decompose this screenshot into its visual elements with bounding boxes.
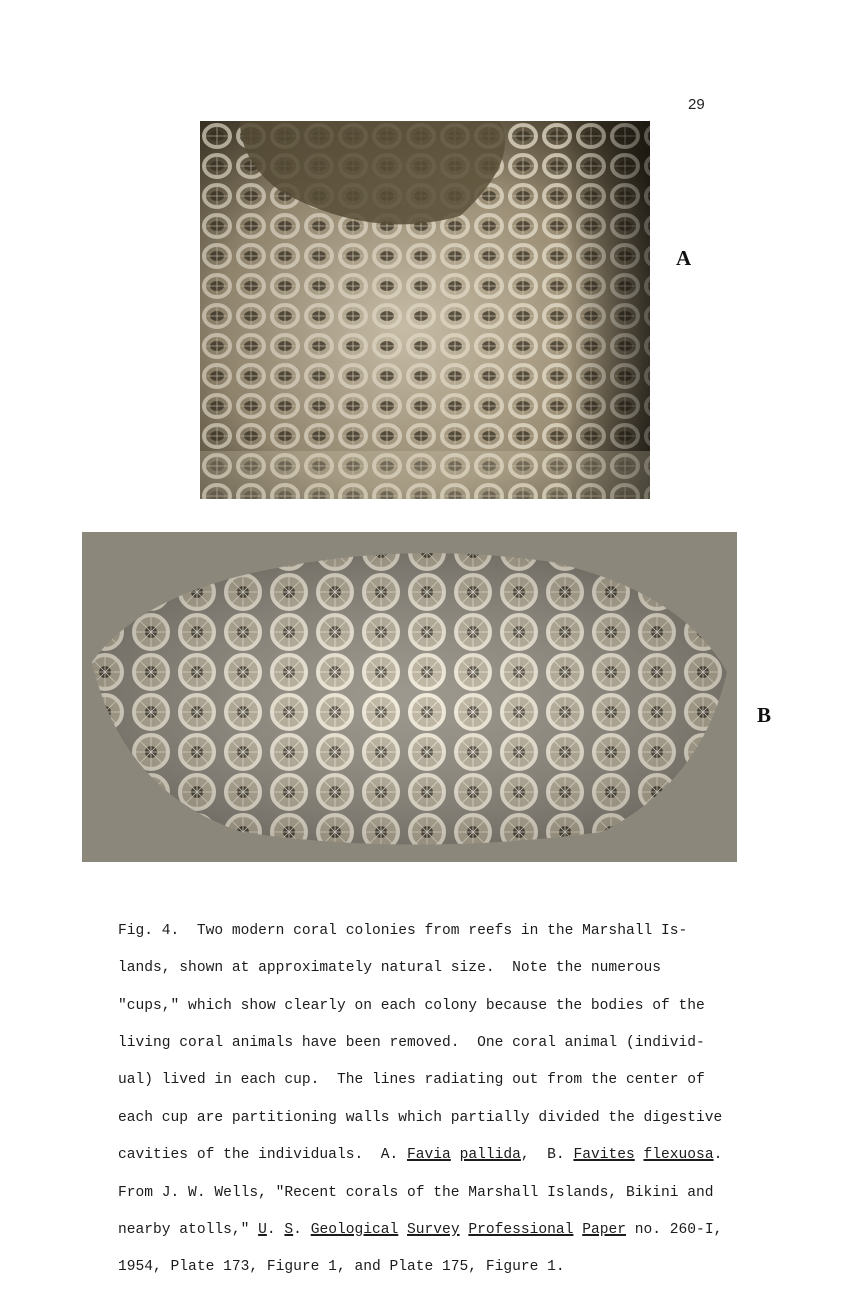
caption-text: no. 260-I, (626, 1221, 723, 1238)
caption-line: ual) lived in each cup. The lines radiating out from the center of (118, 1072, 705, 1089)
caption-text: . (713, 1147, 723, 1164)
caption-line: From J. W. Wells, "Recent corals of the Marshall Islands, Bikini and (118, 1184, 714, 1201)
caption-text: . (293, 1221, 311, 1238)
citation-text: Geological (310, 1221, 399, 1238)
species-name: Favites (573, 1147, 635, 1164)
figure-label-b: B (757, 703, 772, 727)
citation-text: S (284, 1221, 294, 1238)
figure-label-a: A (676, 246, 692, 270)
coral-colony-b-image (82, 532, 737, 862)
caption-text: cavities of the individuals. A. (118, 1147, 408, 1164)
species-name: pallida (459, 1147, 521, 1164)
page-number: 29 (688, 96, 705, 113)
caption-line: lands, shown at approximately natural size. Note the numerous (118, 960, 661, 977)
figure-photo-b (82, 532, 737, 862)
citation-text: Professional (468, 1221, 574, 1238)
caption-line: Fig. 4. Two modern coral colonies from reefs in the Marshall Is- (118, 922, 688, 939)
caption-line: 1954, Plate 173, Figure 1, and Plate 175, Figure 1. (118, 1259, 565, 1276)
coral-colony-a-image (200, 121, 650, 499)
caption-text: , B. (520, 1147, 574, 1164)
figure-caption (118, 903, 768, 1296)
figure-photo-a (200, 121, 650, 499)
species-name: Favia (407, 1147, 451, 1164)
caption-text: . (266, 1221, 285, 1238)
caption-line (118, 1221, 768, 1240)
citation-text: U (258, 1221, 267, 1238)
caption-text: nearby atolls," (118, 1221, 259, 1238)
caption-line: living coral animals have been removed. One coral animal (individ- (118, 1034, 705, 1051)
caption-line: "cups," which show clearly on each colony because the bodies of the (118, 997, 705, 1014)
citation-text: Paper (582, 1221, 626, 1238)
species-name: flexuosa (643, 1147, 714, 1164)
caption-line: each cup are partitioning walls which partially divided the digestive (118, 1109, 723, 1126)
caption-line (118, 1146, 768, 1165)
citation-text: Survey (407, 1221, 460, 1238)
